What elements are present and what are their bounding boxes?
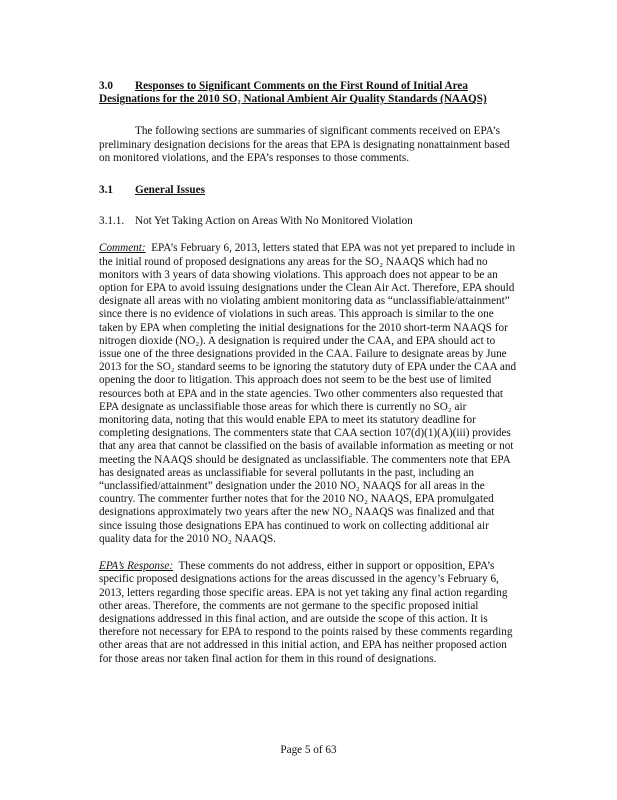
page-number: Page 5 of 63 <box>280 744 337 756</box>
subsubsection-title: Not Yet Taking Action on Areas With No Monitored Violation <box>135 215 413 228</box>
section-number: 3.0 <box>99 80 113 92</box>
subsection-title: General Issues <box>135 184 205 197</box>
comment-lead: Comment: <box>99 242 146 255</box>
page-content <box>99 80 518 680</box>
comment-paragraph <box>99 242 518 546</box>
response-paragraph <box>99 560 518 666</box>
page-footer <box>0 744 617 757</box>
subsection-number: 3.1 <box>99 184 113 197</box>
section-heading <box>99 80 518 106</box>
response-text: These comments do not address, either in support or opposition, EPA’s specific proposed designations actions for the areas discussed in the agency’s February 6, 2013, letters regarding those specific areas. EPA is not yet taking any final action regarding other areas. Therefore, the comments are not germane to the specific proposed initial designations addressed in this final action, and are outside the scope of this action. It is therefore not necessary for EPA to respond to the points raised by these comments regarding other areas that are not addressed in this initial action, and EPA has neither proposed action for those areas nor taken final action for them in this round of designations. <box>99 560 513 665</box>
subsubsection-number: 3.1.1. <box>99 215 125 228</box>
subsubsection-heading <box>99 215 518 228</box>
intro-paragraph: The following sections are summaries of significant comments received on EPA’s preliminary designation decisions for the areas that EPA is designating nonattainment based on monitored violations, and the EPA’s responses to those comments. <box>99 125 510 164</box>
section-title: Responses to Significant Comments on the First Round of Initial Area Designations for the 2010 SO₂ National Ambient Air Quality Standards (NAAQS) <box>99 80 487 106</box>
comment-text: EPA’s February 6, 2013, letters stated that EPA was not yet prepared to include in the initial round of proposed designations any areas for the SO₂ NAAQS which had no monitors with 3 years of data showing violations. This approach does not appear to be an option for EPA to avoid issuing designations under the Clean Air Act. Therefore, EPA should designate all areas with no violating ambient monitoring data as “unclassifiable/attainment” since there is no evidence of violations in such areas. This approach is similar to the one taken by EPA when completing the initial designations for the 2010 short-term NAAQS for nitrogen dioxide (NO₂). A designation is required under the CAA, and EPA should act to issue one of the three designations provided in the CAA. Failure to designate areas by June 2013 for the SO₂ standard seems to be ignoring the statutory duty of EPA under the CAA and opening the door to litigation. This approach does not seem to be the best use of limited resources both at EPA and in the state agencies. Two other commenters also requested that EPA designate as unclassifiable those areas for which there is currently no SO₂ air monitoring data, noting that this would enable EPA to meet its statutory deadline for completing designations. The commenters state that CAA section 107(d)(1)(A)(iii) provides that any area that cannot be classified on the basis of available information as meeting or not meeting the NAAQS should be designated as unclassifiable. The commenters note that EPA has designated areas as unclassifiable for several pollutants in the past, including an “unclassified/attainment” designation under the 2010 NO₂ NAAQS for all areas in the country. The commenter further notes that for the 2010 NO₂ NAAQS, EPA promulgated designations approximately two years after the new NO₂ NAAQS was finalized and that since issuing those designations EPA has continued to work on collecting additional air quality data for the 2010 NO₂ NAAQS. <box>99 242 517 545</box>
subsection-heading <box>99 184 518 197</box>
response-lead: EPA’s Response: <box>99 560 174 573</box>
